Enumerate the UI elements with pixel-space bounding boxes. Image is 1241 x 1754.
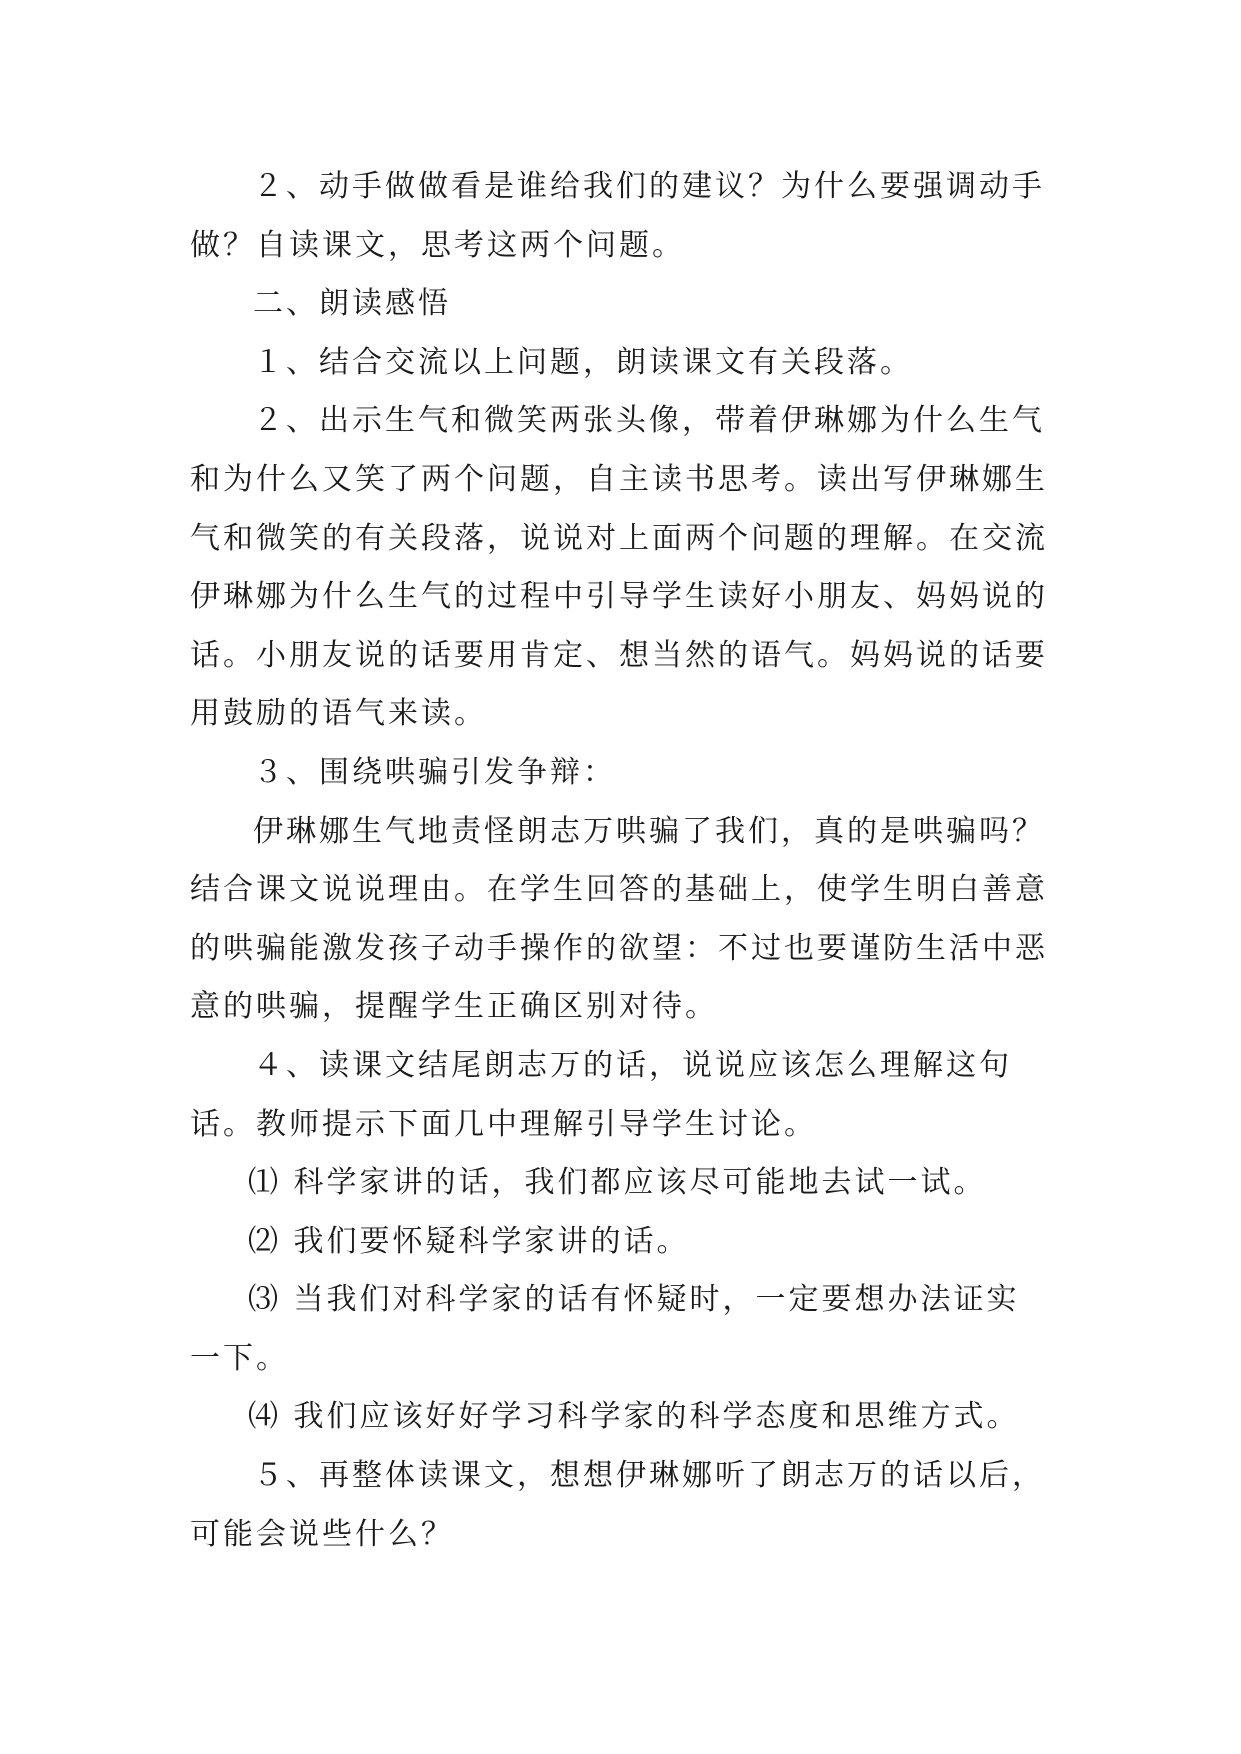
list-item-1: ⑴ 科学家讲的话，我们都应该尽可能地去试一试。: [248, 1165, 987, 1201]
paragraph-step-2: ２、出示生气和微笑两张头像，带着伊琳娜为什么生气和为什么又笑了两个问题，自主读书思考。读出写伊琳娜生气和微笑的有关段落，说说对上面两个问题的理解。在交流伊琳娜为什么生气的过程中引导学生读好小朋友、妈妈说的话。小朋友说的话要用肯定、想当然的语气。妈妈说的话要用鼓励的语气来读。: [190, 403, 1048, 732]
list-item-2: ⑵ 我们要怀疑科学家讲的话。: [248, 1223, 690, 1259]
paragraph-step-5: ５、再整体读课文，想想伊琳娜听了朗志万的话以后，可能会说些什么？: [190, 1458, 1045, 1552]
document-body: [190, 158, 1052, 1564]
section-heading-reading: 二、朗读感悟: [253, 286, 451, 322]
paragraph-step-1: １、结合交流以上问题，朗读课文有关段落。: [253, 344, 913, 380]
paragraph-question-2: ２、动手做做看是谁给我们的建议？为什么要强调动手做？自读课文，思考这两个问题。: [190, 169, 1045, 263]
list-item-4: ⑷ 我们应该好好学习科学家的科学态度和思维方式。: [248, 1399, 1020, 1435]
paragraph-step-4: ４、读课文结尾朗志万的话，说说应该怎么理解这句话。教师提示下面几中理解引导学生讨论。: [190, 1047, 1012, 1142]
paragraph-debate: 伊琳娜生气地责怪朗志万哄骗了我们，真的是哄骗吗？结合课文说说理由。在学生回答的基础上，使学生明白善意的哄骗能激发孩子动手操作的欲望：不过也要谨防生活中恶意的哄骗，提醒学生正确区别对待。: [190, 813, 1048, 1025]
list-item-3: ⑶ 当我们对科学家的话有怀疑时，一定要想办法证实一下。: [190, 1282, 1020, 1376]
paragraph-step-3: ３、围绕哄骗引发争辩：: [253, 754, 616, 790]
